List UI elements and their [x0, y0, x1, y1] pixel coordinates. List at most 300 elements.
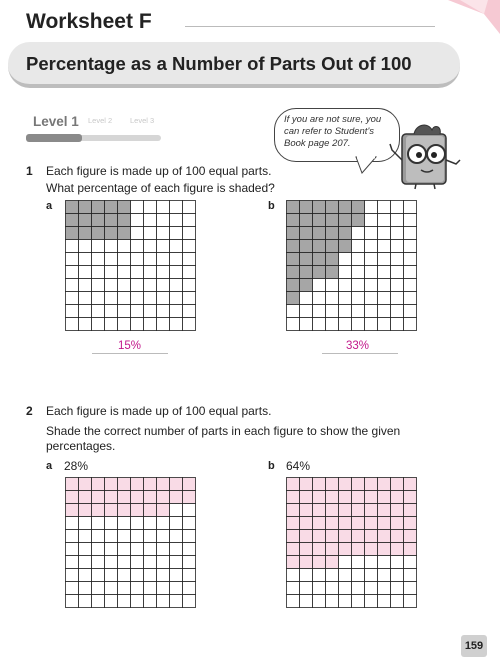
grid-cell	[118, 517, 131, 530]
grid-cell-shaded	[326, 504, 339, 517]
corner-tab-decoration	[438, 0, 500, 34]
grid-cell	[365, 227, 378, 240]
grid-cell	[131, 543, 144, 556]
grid-cell	[404, 227, 417, 240]
grid-cell	[378, 305, 391, 318]
grid-cell-shaded	[105, 227, 118, 240]
grid-cell	[326, 595, 339, 608]
q1-a-label: a	[46, 200, 53, 212]
grid-cell	[404, 582, 417, 595]
grid-cell	[157, 227, 170, 240]
grid-cell	[391, 266, 404, 279]
grid-cell	[92, 279, 105, 292]
grid-cell	[391, 569, 404, 582]
grid-cell	[79, 266, 92, 279]
grid-cell	[144, 582, 157, 595]
grid-cell	[378, 201, 391, 214]
grid-cell-shaded	[79, 214, 92, 227]
grid-cell	[92, 305, 105, 318]
grid-cell-shaded	[66, 201, 79, 214]
grid-cell	[144, 201, 157, 214]
grid-cell	[183, 292, 196, 305]
grid-cell	[326, 582, 339, 595]
level-1-label: Level 1	[33, 114, 79, 129]
grid-cell	[183, 556, 196, 569]
grid-cell	[157, 517, 170, 530]
grid-cell	[157, 595, 170, 608]
grid-cell	[92, 292, 105, 305]
grid-cell	[66, 543, 79, 556]
grid-cell	[404, 240, 417, 253]
grid-cell	[287, 569, 300, 582]
grid-cell	[183, 227, 196, 240]
grid-cell	[131, 240, 144, 253]
grid-cell	[404, 266, 417, 279]
grid-cell	[170, 227, 183, 240]
grid-cell	[131, 292, 144, 305]
grid-cell-shaded	[339, 491, 352, 504]
grid-cell-shaded	[92, 504, 105, 517]
grid-cell	[170, 240, 183, 253]
grid-cell	[378, 279, 391, 292]
grid-cell-shaded	[404, 491, 417, 504]
grid-cell-shaded	[326, 478, 339, 491]
grid-cell	[92, 266, 105, 279]
grid-cell-shaded	[131, 491, 144, 504]
grid-cell	[79, 543, 92, 556]
grid-cell	[170, 556, 183, 569]
grid-cell	[378, 292, 391, 305]
grid-cell	[66, 530, 79, 543]
grid-cell	[170, 595, 183, 608]
grid-cell	[105, 569, 118, 582]
grid-cell	[391, 305, 404, 318]
page-number: 159	[461, 635, 487, 657]
grid-cell	[105, 517, 118, 530]
grid-cell-shaded	[144, 478, 157, 491]
grid-cell-shaded	[339, 227, 352, 240]
q1a-answer: 15%	[118, 340, 142, 352]
grid-cell	[144, 530, 157, 543]
grid-cell	[287, 582, 300, 595]
grid-cell	[92, 517, 105, 530]
grid-cell	[131, 318, 144, 331]
grid-cell-shaded	[287, 491, 300, 504]
grid-cell	[404, 569, 417, 582]
grid-cell-shaded	[404, 517, 417, 530]
grid-cell	[391, 201, 404, 214]
grid-cell	[79, 292, 92, 305]
grid-cell	[170, 266, 183, 279]
grid-cell-shaded	[378, 491, 391, 504]
grid-cell-shaded	[118, 214, 131, 227]
level-3-label: Level 3	[130, 116, 155, 125]
grid-cell-shaded	[144, 491, 157, 504]
grid-cell	[404, 318, 417, 331]
grid-cell	[404, 595, 417, 608]
grid-cell-shaded	[326, 253, 339, 266]
grid-cell	[144, 266, 157, 279]
grid-cell-shaded	[300, 279, 313, 292]
grid-cell-shaded	[157, 504, 170, 517]
grid-cell-shaded	[92, 491, 105, 504]
grid-cell	[118, 266, 131, 279]
grid-cell	[66, 517, 79, 530]
grid-cell	[105, 279, 118, 292]
grid-cell-shaded	[300, 530, 313, 543]
grid-cell	[352, 266, 365, 279]
grid-cell-shaded	[79, 227, 92, 240]
grid-cell	[404, 279, 417, 292]
grid-cell	[131, 595, 144, 608]
grid-cell-shaded	[118, 201, 131, 214]
grid-cell	[339, 318, 352, 331]
grid-cell-shaded	[326, 240, 339, 253]
grid-cell-shaded	[326, 517, 339, 530]
grid-cell	[391, 214, 404, 227]
grid-cell-shaded	[313, 543, 326, 556]
grid-cell	[313, 292, 326, 305]
grid-cell-shaded	[326, 227, 339, 240]
grid-cell	[79, 556, 92, 569]
grid-cell	[79, 595, 92, 608]
grid-cell	[79, 253, 92, 266]
grid-cell	[92, 595, 105, 608]
grid-cell	[170, 517, 183, 530]
grid-cell	[66, 569, 79, 582]
grid-cell	[131, 253, 144, 266]
grid-cell	[118, 292, 131, 305]
grid-cell-shaded	[170, 491, 183, 504]
grid-cell-shaded	[352, 543, 365, 556]
q1-line-1: Each figure is made up of 100 equal parts.	[46, 164, 272, 178]
grid-cell-shaded	[118, 504, 131, 517]
grid-cell	[170, 582, 183, 595]
grid-cell	[378, 240, 391, 253]
grid-cell	[365, 279, 378, 292]
grid-cell	[66, 279, 79, 292]
grid-cell-shaded	[79, 504, 92, 517]
grid-cell-shaded	[326, 214, 339, 227]
grid-cell-shaded	[66, 491, 79, 504]
grid-cell	[131, 227, 144, 240]
grid-cell-shaded	[92, 214, 105, 227]
q2-b-label: b	[268, 460, 275, 472]
grid-cell-shaded	[118, 491, 131, 504]
grid-cell	[378, 595, 391, 608]
title-divider	[185, 26, 435, 27]
grid-cell	[144, 214, 157, 227]
grid-cell	[183, 543, 196, 556]
grid-cell	[131, 530, 144, 543]
grid-cell-shaded	[404, 543, 417, 556]
grid-cell	[157, 569, 170, 582]
grid-cell	[313, 582, 326, 595]
grid-cell	[105, 292, 118, 305]
grid-cell	[183, 305, 196, 318]
grid-cell-shaded	[66, 214, 79, 227]
grid-cell	[92, 556, 105, 569]
grid-cell-shaded	[326, 556, 339, 569]
grid-cell-shaded	[300, 227, 313, 240]
grid-cell	[170, 569, 183, 582]
grid-cell	[79, 305, 92, 318]
grid-cell-shaded	[313, 517, 326, 530]
grid-cell	[118, 240, 131, 253]
grid-cell-shaded	[144, 504, 157, 517]
grid-cell-shaded	[131, 504, 144, 517]
grid-cell	[365, 569, 378, 582]
grid-cell	[118, 595, 131, 608]
grid-cell	[157, 543, 170, 556]
grid-cell	[365, 305, 378, 318]
grid-cell-shaded	[352, 504, 365, 517]
grid-cell	[352, 582, 365, 595]
grid-cell	[170, 214, 183, 227]
grid-cell-shaded	[66, 504, 79, 517]
q2-a-label: a	[46, 460, 53, 472]
grid-cell	[66, 240, 79, 253]
q1-line-2: What percentage of each figure is shaded?	[46, 181, 275, 195]
grid-cell-shaded	[157, 491, 170, 504]
grid-cell	[118, 530, 131, 543]
grid-cell	[79, 240, 92, 253]
grid-cell-shaded	[378, 530, 391, 543]
grid-cell-shaded	[287, 292, 300, 305]
grid-cell	[144, 305, 157, 318]
grid-cell	[105, 305, 118, 318]
grid-cell	[300, 318, 313, 331]
grid-cell-shaded	[313, 227, 326, 240]
q1a-hundred-grid	[65, 200, 196, 331]
q2-a-percent: 28%	[64, 459, 89, 473]
grid-cell	[144, 227, 157, 240]
grid-cell	[365, 240, 378, 253]
grid-cell	[131, 517, 144, 530]
grid-cell	[339, 305, 352, 318]
grid-cell-shaded	[391, 478, 404, 491]
grid-cell-shaded	[287, 504, 300, 517]
grid-cell	[157, 305, 170, 318]
grid-cell	[339, 556, 352, 569]
grid-cell	[352, 240, 365, 253]
grid-cell-shaded	[105, 478, 118, 491]
grid-cell-shaded	[391, 530, 404, 543]
grid-cell	[92, 530, 105, 543]
grid-cell	[183, 318, 196, 331]
grid-cell	[157, 279, 170, 292]
grid-cell	[157, 214, 170, 227]
grid-cell	[352, 305, 365, 318]
grid-cell	[144, 292, 157, 305]
grid-cell	[352, 279, 365, 292]
grid-cell	[66, 266, 79, 279]
q1a-answer-line	[92, 353, 168, 354]
grid-cell	[66, 595, 79, 608]
grid-cell	[183, 530, 196, 543]
grid-cell	[326, 569, 339, 582]
grid-cell-shaded	[105, 504, 118, 517]
grid-cell	[66, 318, 79, 331]
grid-cell-shaded	[352, 491, 365, 504]
grid-cell	[183, 504, 196, 517]
level-2-label: Level 2	[88, 116, 113, 125]
grid-cell	[157, 201, 170, 214]
grid-cell	[66, 292, 79, 305]
grid-cell-shaded	[287, 201, 300, 214]
grid-cell	[378, 582, 391, 595]
grid-cell	[352, 292, 365, 305]
grid-cell	[183, 517, 196, 530]
grid-cell	[170, 318, 183, 331]
grid-cell-shaded	[300, 504, 313, 517]
grid-cell	[352, 318, 365, 331]
grid-cell	[157, 266, 170, 279]
grid-cell-shaded	[287, 227, 300, 240]
grid-cell	[118, 582, 131, 595]
topic-title: Percentage as a Number of Parts Out of 100	[26, 53, 412, 74]
grid-cell-shaded	[300, 556, 313, 569]
grid-cell	[300, 305, 313, 318]
grid-cell	[131, 214, 144, 227]
grid-cell	[92, 318, 105, 331]
book-mascot-icon	[388, 120, 464, 190]
grid-cell	[365, 556, 378, 569]
grid-cell	[339, 292, 352, 305]
hint-text: If you are not sure, you can refer to Student's Book page 207.	[284, 114, 382, 149]
grid-cell	[326, 279, 339, 292]
grid-cell-shaded	[339, 478, 352, 491]
grid-cell	[352, 595, 365, 608]
grid-cell	[79, 318, 92, 331]
grid-cell-shaded	[300, 201, 313, 214]
grid-cell	[300, 569, 313, 582]
grid-cell-shaded	[378, 543, 391, 556]
grid-cell	[339, 279, 352, 292]
grid-cell	[118, 569, 131, 582]
grid-cell	[92, 240, 105, 253]
grid-cell	[144, 556, 157, 569]
grid-cell-shaded	[79, 201, 92, 214]
grid-cell-shaded	[339, 530, 352, 543]
grid-cell	[92, 543, 105, 556]
grid-cell	[404, 305, 417, 318]
grid-cell-shaded	[352, 517, 365, 530]
grid-cell-shaded	[365, 504, 378, 517]
grid-cell	[365, 595, 378, 608]
grid-cell	[144, 253, 157, 266]
grid-cell	[144, 318, 157, 331]
q1b-answer: 33%	[346, 340, 370, 352]
grid-cell	[339, 266, 352, 279]
grid-cell-shaded	[378, 478, 391, 491]
grid-cell-shaded	[287, 543, 300, 556]
grid-cell-shaded	[300, 240, 313, 253]
grid-cell	[313, 318, 326, 331]
grid-cell	[144, 279, 157, 292]
grid-cell	[391, 556, 404, 569]
grid-cell	[183, 279, 196, 292]
grid-cell-shaded	[313, 530, 326, 543]
grid-cell	[66, 253, 79, 266]
grid-cell	[404, 556, 417, 569]
grid-cell-shaded	[287, 253, 300, 266]
grid-cell	[170, 279, 183, 292]
grid-cell	[313, 569, 326, 582]
grid-cell-shaded	[105, 214, 118, 227]
grid-cell	[300, 292, 313, 305]
grid-cell	[365, 292, 378, 305]
grid-cell	[131, 279, 144, 292]
grid-cell	[118, 305, 131, 318]
grid-cell-shaded	[105, 491, 118, 504]
grid-cell-shaded	[313, 201, 326, 214]
grid-cell-shaded	[326, 530, 339, 543]
q2-line-2: Shade the correct number of parts in each figure to show the given percentages.	[46, 424, 401, 453]
grid-cell	[170, 543, 183, 556]
grid-cell-shaded	[131, 478, 144, 491]
grid-cell	[170, 305, 183, 318]
grid-cell	[157, 556, 170, 569]
grid-cell-shaded	[339, 504, 352, 517]
grid-cell	[118, 556, 131, 569]
grid-cell	[183, 201, 196, 214]
grid-cell	[183, 266, 196, 279]
grid-cell	[378, 266, 391, 279]
grid-cell	[287, 595, 300, 608]
grid-cell-shaded	[339, 543, 352, 556]
grid-cell	[365, 266, 378, 279]
grid-cell	[391, 227, 404, 240]
grid-cell-shaded	[391, 504, 404, 517]
grid-cell-shaded	[352, 478, 365, 491]
grid-cell-shaded	[352, 214, 365, 227]
grid-cell-shaded	[326, 543, 339, 556]
grid-cell	[105, 543, 118, 556]
grid-cell-shaded	[391, 517, 404, 530]
grid-cell	[391, 595, 404, 608]
grid-cell-shaded	[365, 543, 378, 556]
q1b-answer-line	[322, 353, 398, 354]
grid-cell	[300, 582, 313, 595]
grid-cell	[79, 569, 92, 582]
grid-cell-shaded	[300, 478, 313, 491]
grid-cell-shaded	[313, 504, 326, 517]
grid-cell-shaded	[300, 517, 313, 530]
q2a-hundred-grid	[65, 477, 196, 608]
grid-cell-shaded	[339, 201, 352, 214]
grid-cell	[352, 253, 365, 266]
grid-cell-shaded	[313, 478, 326, 491]
grid-cell	[391, 292, 404, 305]
grid-cell-shaded	[92, 201, 105, 214]
grid-cell	[404, 214, 417, 227]
grid-cell	[157, 530, 170, 543]
grid-cell	[313, 305, 326, 318]
grid-cell-shaded	[118, 227, 131, 240]
grid-cell-shaded	[300, 214, 313, 227]
grid-cell	[105, 253, 118, 266]
grid-cell-shaded	[79, 478, 92, 491]
grid-cell	[118, 543, 131, 556]
grid-cell	[105, 556, 118, 569]
grid-cell-shaded	[326, 491, 339, 504]
grid-cell-shaded	[313, 240, 326, 253]
grid-cell	[300, 595, 313, 608]
grid-cell-shaded	[313, 214, 326, 227]
grid-cell	[326, 318, 339, 331]
grid-cell-shaded	[313, 266, 326, 279]
